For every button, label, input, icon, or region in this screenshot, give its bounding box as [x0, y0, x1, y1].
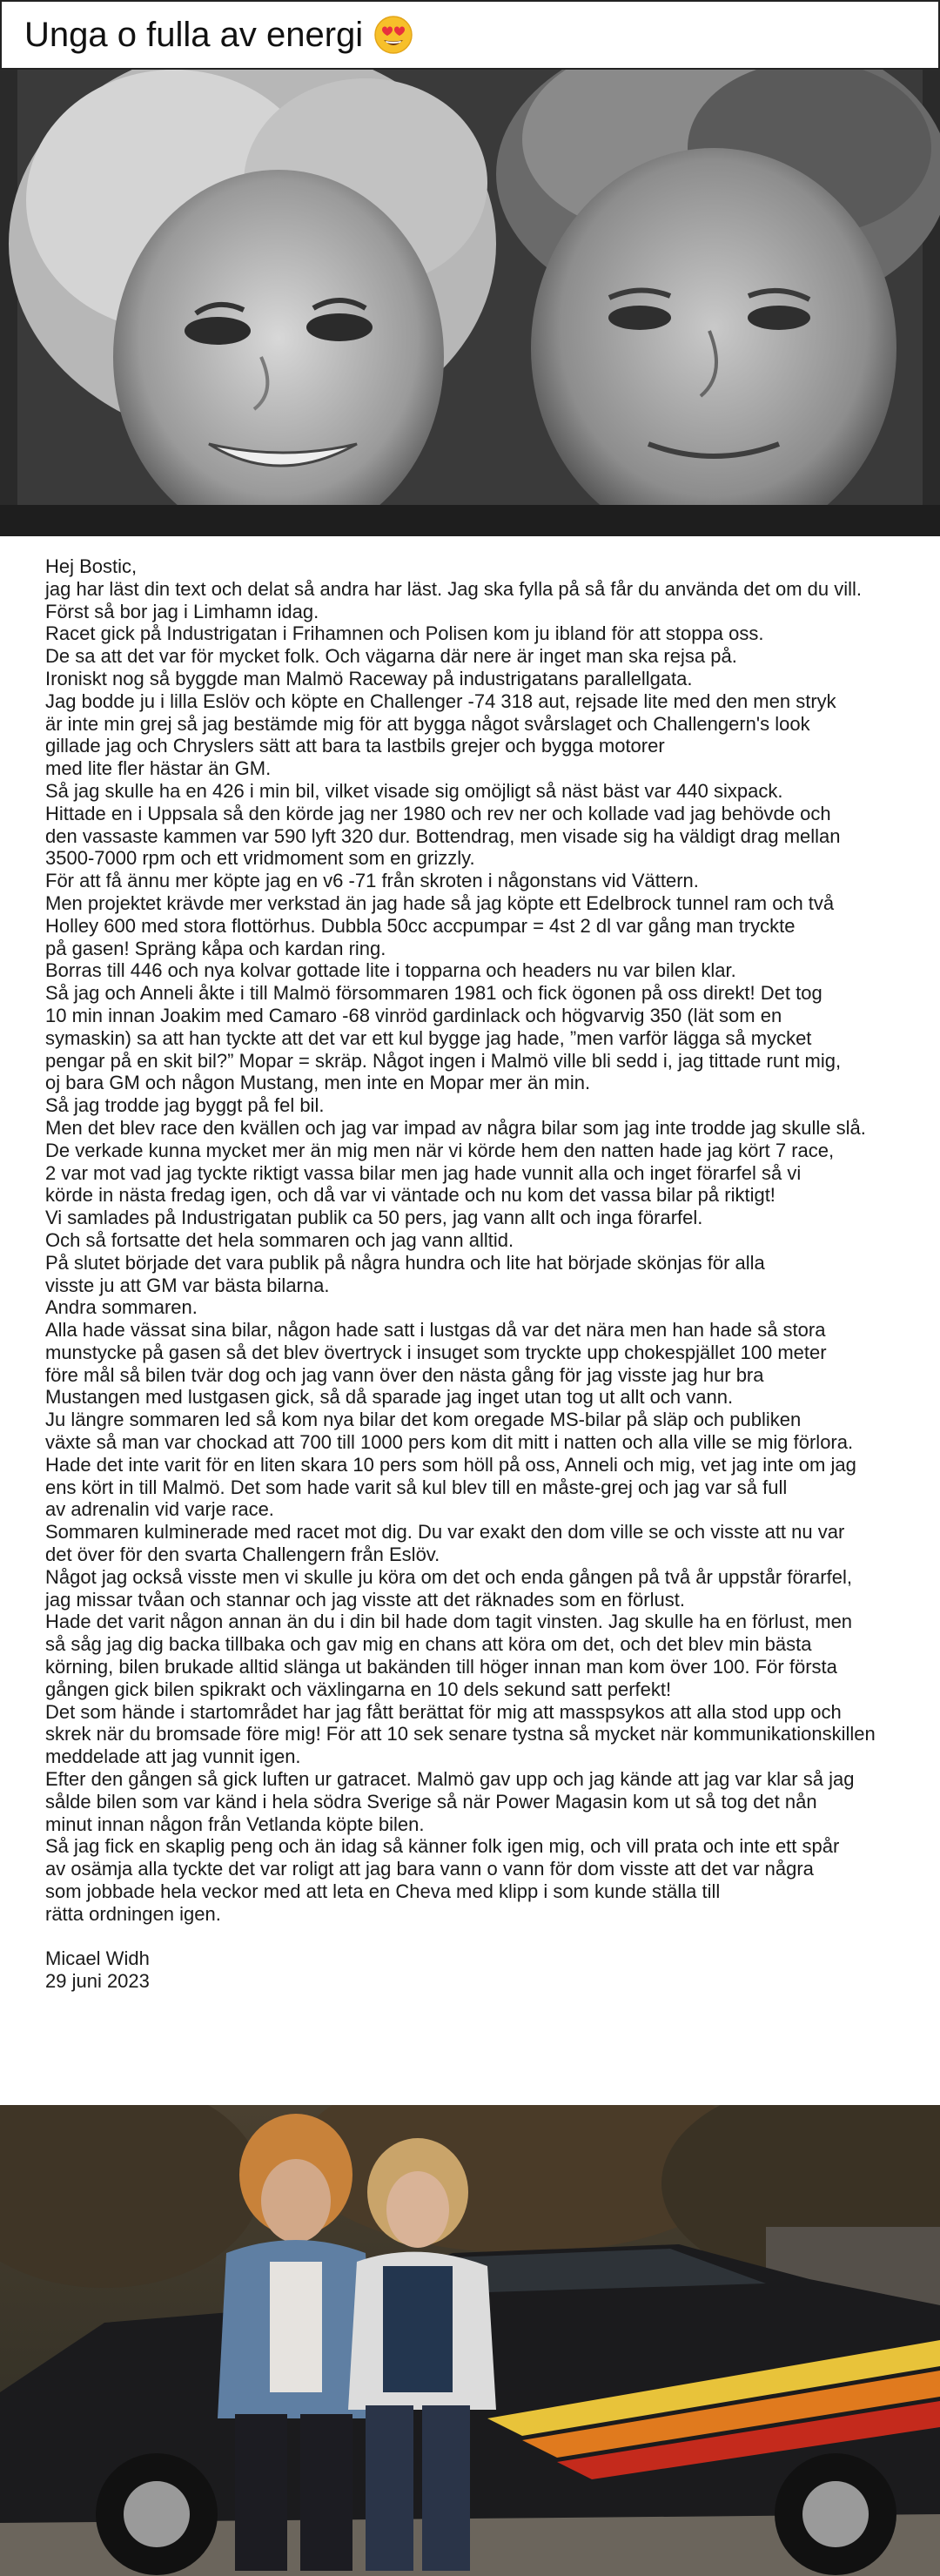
letter-line: Något jag också visste men vi skulle ju köra om det och enda gången på två år uppstår förarfel,: [45, 1565, 852, 1588]
letter-line: Så jag fick en skaplig peng och än idag så känner folk igen mig, och vill prata och inte ett spår: [45, 1835, 840, 1858]
letter-line: 3500-7000 rpm och ett vridmoment som en grizzly.: [45, 847, 475, 870]
portrait-photo: [0, 70, 940, 536]
letter-line: Hittade en i Uppsala så den körde jag ner 1980 och rev ner och kollade vad jag behövde och: [45, 802, 831, 824]
letter-line: symaskin) sa att han tyckte att det var ett kul bygge jag hade, ”men varför lägga så mycket: [45, 1026, 812, 1049]
letter-line: som jobbade hela veckor med att leta en Cheva med klipp i som kunde ställa till: [45, 1880, 721, 1903]
letter-line: rätta ordningen igen.: [45, 1902, 221, 1925]
letter-line: Så jag skulle ha en 426 i min bil, vilket visade sig omöjligt så näst bäst var 440 sixpack.: [45, 779, 783, 802]
letter-line: den vassaste kammen var 590 lyft 320 dur. Bottendrag, men visade sig ha väldigt drag mellan: [45, 824, 841, 847]
letter-line: Det som hände i startområdet har jag fått berättat för mig att masspsykos att alla stod upp och: [45, 1700, 842, 1723]
letter-line: Så jag och Anneli åkte i till Malmö försommaren 1981 och fick ögonen på oss direkt! Det tog: [45, 982, 822, 1005]
letter-line: minut innan någon från Vetlanda köpte bilen.: [45, 1813, 425, 1835]
letter-line: jag har läst din text och delat så andra har läst. Jag ska fylla på så får du använda det om du vill.: [45, 577, 862, 600]
letter-line: De verkade kunna mycket mer än mig men när vi körde hem den natten hade jag kört 7 race,: [45, 1139, 835, 1161]
letter-line: sålde bilen som var känd i hela södra Sverige så när Power Magasin kom ut så tog det nån: [45, 1790, 817, 1813]
page-title: Unga o fulla av energi: [24, 15, 364, 54]
letter-line: Borras till 446 och nya kolvar gottade lite i topparna och headers nu var bilen klar.: [45, 959, 736, 982]
letter-line: Först så bor jag i Limhamn idag.: [45, 600, 319, 622]
letter-line: Ju längre sommaren led så kom nya bilar det kom oregade MS-bilar på släp och publiken: [45, 1409, 802, 1431]
letter-line: körning, bilen brukade alltid slänga ut bakänden till höger innan man kom över 100. För första: [45, 1656, 837, 1678]
letter-line: före mål så bilen tvär dog och jag vann över den nästa gång för jag visste jag hur bra: [45, 1363, 764, 1386]
letter-line: körde in nästa fredag igen, och då var vi väntade och nu kom det vassa bilar på riktigt!: [45, 1184, 776, 1207]
smiling-face-with-heart-eyes-icon: [373, 15, 413, 55]
letter-line: på gasen! Spräng kåpa och kardan ring.: [45, 937, 386, 959]
letter-line: 10 min innan Joakim med Camaro -68 vinröd gardinlack och högvarvig 350 (lät som en: [45, 1004, 782, 1026]
letter-line: Sommaren kulminerade med racet mot dig. Du var exakt den dom ville se och visste att nu var: [45, 1521, 845, 1544]
letter-line: Vi samlades på Industrigatan publik ca 50 pers, jag vann allt och inga förarfel.: [45, 1207, 703, 1229]
letter-line: av adrenalin vid varje race.: [45, 1498, 274, 1521]
letter-line: munstycke på gasen så det blev övertryck i insuget som tryckte upp chokespjället 100 meter: [45, 1341, 827, 1363]
letter-line: Andra sommaren.: [45, 1296, 198, 1319]
letter-line: av osämja alla tyckte det var roligt att jag bara vann o vann för dom visste att det var några: [45, 1858, 814, 1880]
letter-text: [0, 536, 940, 2105]
letter-line: Racet gick på Industrigatan i Frihamnen och Polisen kom ju ibland för att stoppa oss.: [45, 622, 764, 645]
letter-line: gillade jag och Chryslers sätt att bara ta lastbils grejer och bygga motorer: [45, 735, 665, 757]
letter-line: pengar på en skit bil?” Mopar = skräp. Något ingen i Malmö ville bli sedd i, jag tittade runt mig,: [45, 1049, 842, 1072]
letter-line: ens kört in till Malmö. Det som hade varit så kul blev till en måste-grej och jag var så full: [45, 1476, 788, 1498]
letter-line: Efter den gången så gick luften ur gatracet. Malmö gav upp och jag kände att jag var klar så jag: [45, 1768, 855, 1791]
letter-line: Hej Bostic,: [45, 555, 138, 577]
letter-line: Holley 600 med stora flottörhus. Dubbla 50cc accpumpar = 4st 2 dl var gång man tryckte: [45, 914, 796, 937]
letter-line: oj bara GM och någon Mustang, men inte en Mopar mer än min.: [45, 1072, 591, 1094]
letter-line: Alla hade vässat sina bilar, någon hade satt i lustgas då var det nära men han hade så stora: [45, 1319, 826, 1342]
letter-line: De sa att det var för mycket folk. Och vägarna där nere är inget man ska rejsa på.: [45, 645, 737, 668]
letter-line: det över för den svarta Challengern från Eslöv.: [45, 1544, 440, 1566]
letter-line: Hade det inte varit för en liten skara 10 pers som höll på oss, Anneli och mig, vet jag inte om jag: [45, 1453, 856, 1476]
letter-line: Hade det varit någon annan än du i din bil hade dom tagit vinsten. Jag skulle ha en förlust, men: [45, 1611, 853, 1633]
letter-line: Jag bodde ju i lilla Eslöv och köpte en Challenger -74 318 aut, rejsade lite med den men stryk: [45, 689, 836, 712]
letter-line: så såg jag dig backa tillbaka och gav mig en chans att köra om det, och det blev min bästa: [45, 1633, 812, 1656]
letter-line: gången gick bilen spikrakt och växlingarna en 10 dels sekund satt perfekt!: [45, 1678, 672, 1700]
letter-line: 2 var mot vad jag tyckte riktigt vassa bilar men jag hade vunnit alla och inget förarfel så vi: [45, 1161, 802, 1184]
letter-line: Men det blev race den kvällen och jag var impad av några bilar som jag inte trodde jag skulle slå.: [45, 1116, 866, 1139]
letter-line: växte så man var chockad att 700 till 1000 pers kom dit mitt i natten och alla ville se mig förlora.: [45, 1431, 854, 1454]
letter-line: meddelade att jag vunnit igen.: [45, 1745, 301, 1768]
letter-line: Så jag trodde jag byggt på fel bil.: [45, 1094, 325, 1117]
letter-line: skrek när du bromsade före mig! För att 10 sek senare tystna så mycket när kommunikationskillen: [45, 1723, 876, 1745]
letter-line: är inte min grej så jag bestämde mig för att bygga något svårslaget och Challengern's look: [45, 712, 810, 735]
letter-line: visste ju att GM var bästa bilarna.: [45, 1274, 330, 1296]
letter-line: jag missar tvåan och stannar och jag visste att det räknades som en förlust.: [45, 1588, 685, 1611]
letter-body: [45, 555, 914, 1926]
title-bar: [0, 0, 940, 70]
letter-line: För att få ännu mer köpte jag en v6 -71 från skroten i någonstans vid Vättern.: [45, 870, 699, 892]
car-photo: [0, 2105, 940, 2576]
signature-date: 29 juni 2023: [45, 1970, 150, 1993]
letter-line: På slutet började det vara publik på några hundra och lite hat började skönjas för alla: [45, 1251, 765, 1274]
signature-name: Micael Widh: [45, 1947, 150, 1970]
letter-line: Mustangen med lustgasen gick, så då sparade jag inget utan tog ut allt och vann.: [45, 1386, 734, 1409]
letter-line: Men projektet krävde mer verkstad än jag hade så jag köpte ett Edelbrock tunnel ram och två: [45, 891, 835, 914]
letter-line: Och så fortsatte det hela sommaren och jag vann alltid.: [45, 1228, 514, 1251]
letter-line: med lite fler hästar än GM.: [45, 757, 272, 780]
letter-line: Ironiskt nog så byggde man Malmö Raceway på industrigatans parallellgata.: [45, 667, 693, 689]
